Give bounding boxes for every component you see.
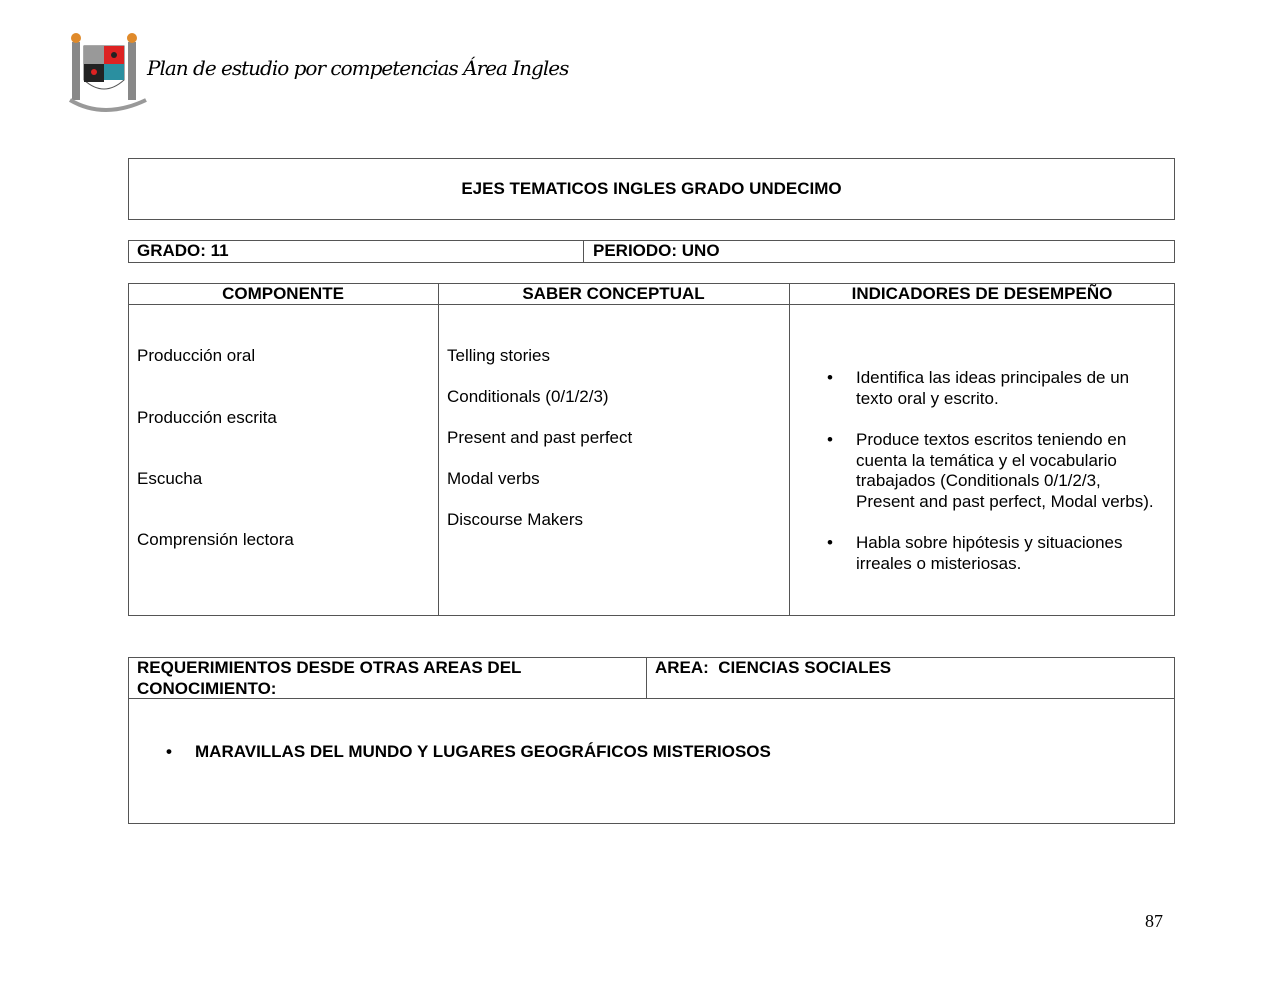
grado-label: GRADO: 11: [137, 241, 229, 260]
header-componente: COMPONENTE: [222, 284, 344, 303]
saber-item: Telling stories: [447, 346, 550, 365]
section-title: EJES TEMATICOS INGLES GRADO UNDECIMO: [461, 179, 842, 198]
componente-item: Producción escrita: [137, 408, 277, 427]
indicador-item: • Produce textos escritos teniendo en cuenta la temática y el vocabulario trabajados (Conditionals 0/1/2/3, Present and past perfect, Modal verbs).: [856, 430, 1156, 512]
requerimiento-item: • MARAVILLAS DEL MUNDO Y LUGARES GEOGRÁFICOS MISTERIOSOS: [195, 742, 771, 763]
saber-item: Discourse Makers: [447, 510, 584, 529]
header-indicadores: INDICADORES DE DESEMPEÑO: [851, 284, 1113, 303]
componente-item: Escucha: [137, 469, 203, 488]
requerimientos-label: REQUERIMIENTOS DESDE OTRAS AREAS DEL CONOCIMIENTO:: [137, 658, 522, 698]
periodo-label: PERIODO: UNO: [593, 241, 720, 260]
saber-item: Conditionals (0/1/2/3): [447, 387, 609, 406]
indicador-item: • Identifica las ideas principales de un texto oral y escrito.: [856, 368, 1156, 409]
indicador-item: • Habla sobre hipótesis y situaciones irreales o misteriosas.: [856, 533, 1156, 574]
school-logo: [68, 30, 148, 118]
requerimientos-list: [195, 742, 771, 763]
saber-item: Present and past perfect: [447, 428, 633, 447]
indicadores-list: [856, 368, 1156, 574]
page-number: 87: [1145, 911, 1163, 931]
saber-item: Modal verbs: [447, 469, 540, 488]
componente-item: Producción oral: [137, 346, 256, 365]
area-label: AREA: CIENCIAS SOCIALES: [655, 658, 892, 677]
componente-item: Comprensión lectora: [137, 530, 294, 549]
header-title: Plan de estudio por competencias Área Ingles: [147, 56, 569, 80]
header-saber: SABER CONCEPTUAL: [522, 284, 705, 303]
